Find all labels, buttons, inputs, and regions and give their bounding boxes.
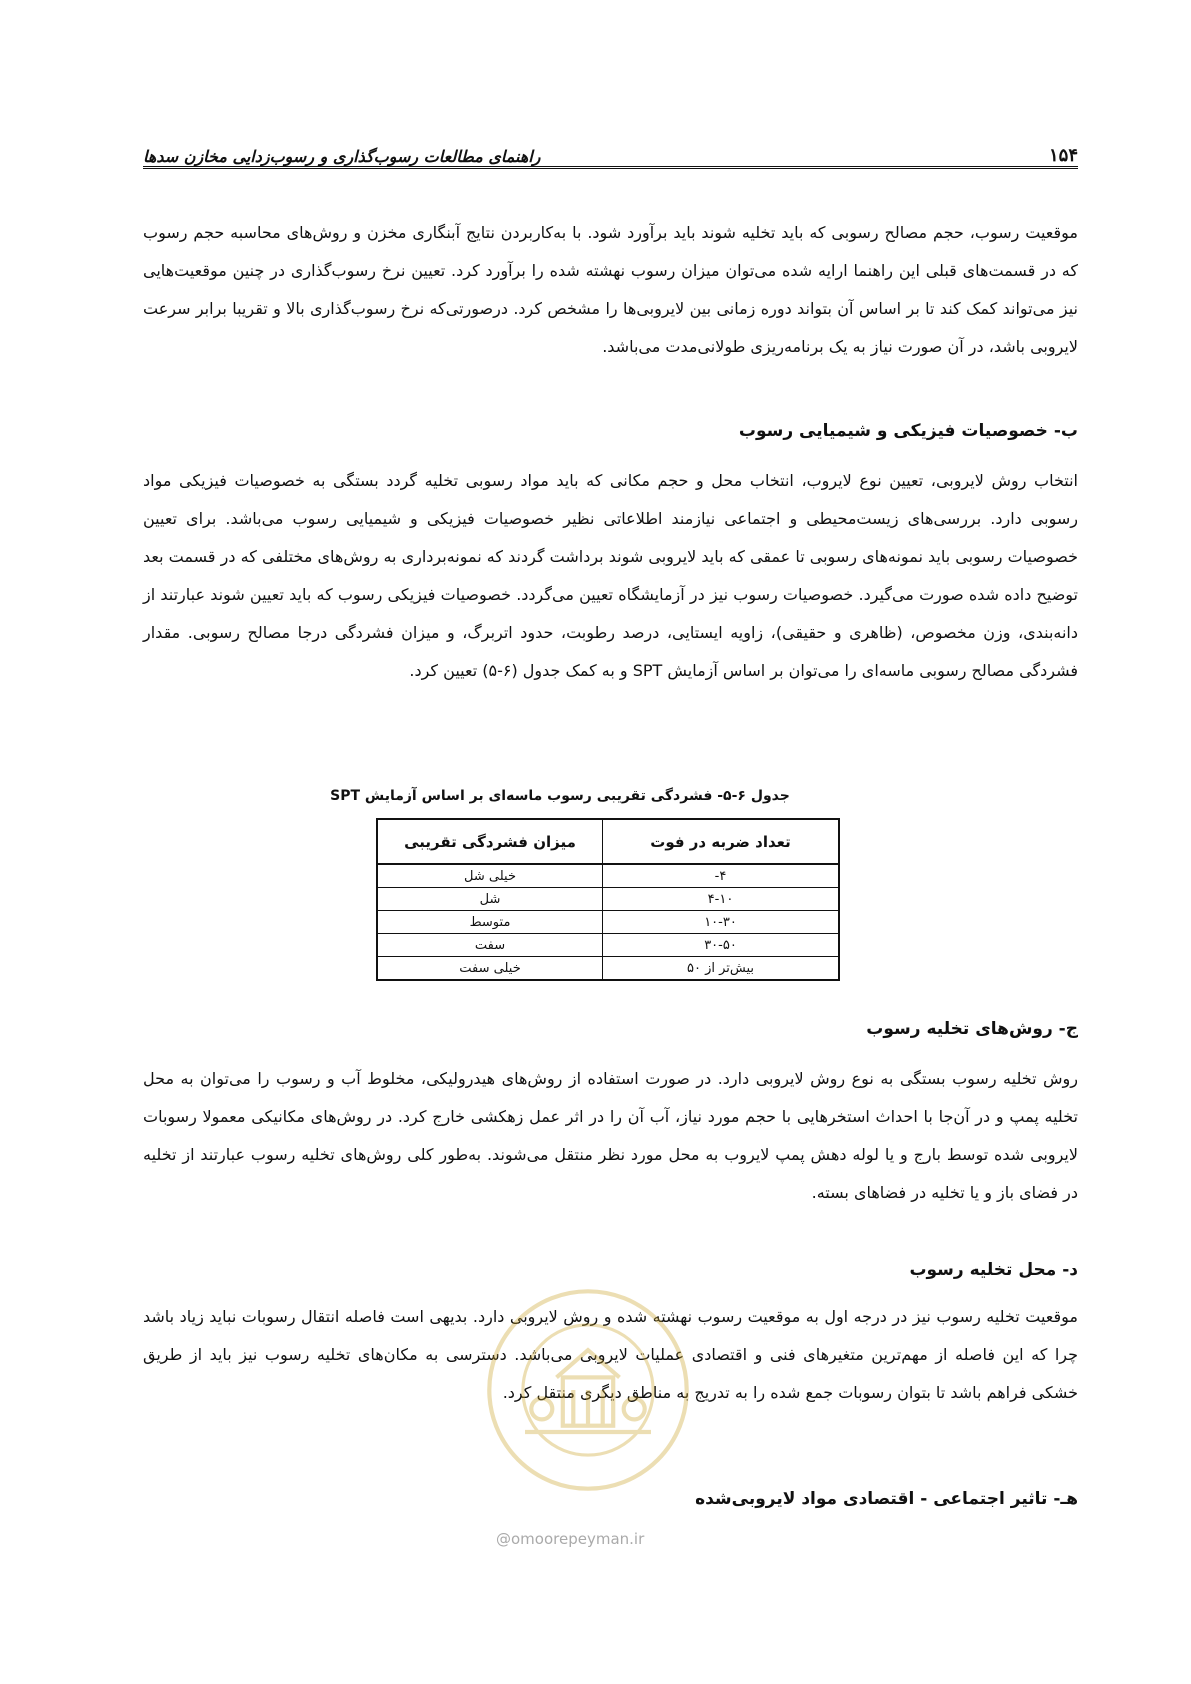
table-cell-compaction: خیلی سفت <box>377 957 603 981</box>
table-cell-blows: ۴- <box>603 864 840 888</box>
running-header <box>143 128 1078 166</box>
table-row <box>377 957 839 981</box>
table-cell-compaction: خیلی شل <box>377 864 603 888</box>
table-caption: جدول ۶-۵- فشردگی تقریبی رسوب ماسه‌ای بر اساس آزمایش SPT <box>330 788 790 804</box>
section-b-paragraph: انتخاب روش لایروبی، تعیین نوع لایروب، انتخاب محل و حجم مکانی که باید مواد رسوبی تخلیه گردد بستگی به خصوصیات فیزیکی مواد رسوبی دارد. بررسی‌های زیست‌محیطی و اجتماعی نیازمند اطلاعاتی نظیر خصوصیات فیزیکی و شیمیایی رسوب می‌باشد. برای تعیین خصوصیات رسوبی باید نمونه‌های رسوبی تا عمقی که باید لایروبی شوند برداشت گردند که نمونه‌برداری به روش‌های مختلفی که در قسمت بعد توضیح داده شده صورت می‌گیرد. خصوصیات رسوب نیز در آزمایشگاه تعیین می‌گردد. خصوصیات فیزیکی رسوب که باید تعیین شوند عبارتند از دانه‌بندی، وزن مخصوص، (ظاهری و حقیقی)، زاویه ایستایی، درصد رطوبت، حدود اتربرگ، و میزان فشردگی درجا مصالح رسوبی. مقدار فشردگی مصالح رسوبی ماسه‌ای را می‌توان بر اساس آزمایش SPT و به کمک جدول (۶-۵) تعیین کرد. <box>143 471 1078 680</box>
page-number: ۱۵۴ <box>1048 145 1078 166</box>
table-cell-blows: ۴-۱۰ <box>603 888 840 911</box>
section-c-heading: ج- روش‌های تخلیه رسوب <box>866 1019 1078 1039</box>
running-header-title: راهنمای مطالعات رسوب‌گذاری و رسوب‌زدایی مخازن سدها <box>143 147 541 166</box>
section-c-paragraph: روش تخلیه رسوب بستگی به نوع روش لایروبی دارد. در صورت استفاده از روش‌های هیدرولیکی، مخلوط آب و رسوب را می‌توان به محل تخلیه پمپ و در آن‌جا با احداث استخرهایی با حجم مورد نیاز، آب آن را در اثر عمل زهکشی خارج کرد. در روش‌های مکانیکی معمولا رسوبات لایروبی شده توسط بارج و یا لوله دهش پمپ لایروب به محل مورد نظر منتقل می‌شوند. به‌طور کلی روش‌های تخلیه رسوب عبارتند از تخلیه در فضای باز و یا تخلیه در فضاهای بسته. <box>143 1069 1078 1202</box>
table-cell-compaction: شل <box>377 888 603 911</box>
table-header-row <box>377 819 839 864</box>
section-d-heading: د- محل تخلیه رسوب <box>909 1260 1078 1280</box>
watermark-seal-icon <box>483 1285 693 1495</box>
table-header-blows: تعداد ضربه در فوت <box>603 819 840 864</box>
table-row <box>377 911 839 934</box>
compaction-table <box>376 818 840 981</box>
section-d-paragraph: موقعیت تخلیه رسوب نیز در درجه اول به موقعیت رسوب نهشته شده و روش لایروبی دارد. بدیهی است فاصله انتقال رسوبات نباید زیاد باشد چرا که این فاصله از مهم‌ترین متغیرهای فنی و اقتصادی عملیات لایروبی می‌باشد. دسترسی به مکان‌های تخلیه رسوب نیز باید از طریق خشکی فراهم باشد تا بتوان رسوبات جمع شده را به تدریج به مناطق دیگری منتقل کرد. <box>143 1307 1078 1402</box>
section-e-heading: هـ- تاثیر اجتماعی - اقتصادی مواد لایروبی‌شده <box>695 1489 1078 1509</box>
table-row <box>377 864 839 888</box>
table-cell-compaction: سفت <box>377 934 603 957</box>
table-cell-blows: ۳۰-۵۰ <box>603 934 840 957</box>
intro-paragraph: موقعیت رسوب، حجم مصالح رسوبی که باید تخلیه شوند باید برآورد شود. با به‌کاربردن نتایج آبنگاری مخزن و روش‌های محاسبه حجم رسوب که در قسمت‌های قبلی این راهنما ارایه شده می‌توان میزان رسوب نهشته شده را برآورد کرد. تعیین نرخ رسوب‌گذاری در چنین موقعیت‌هایی نیز می‌تواند کمک کند تا بر اساس آن بتواند دوره زمانی بین لایروبی‌ها را مشخص کرد. درصورتی‌که نرخ رسوب‌گذاری بالا و تقریبا برابر سرعت لایروبی باشد، در آن صورت نیاز به یک برنامه‌ریزی طولانی‌مدت می‌باشد. <box>143 223 1078 356</box>
header-rule <box>143 166 1078 169</box>
section-b-heading: ب- خصوصیات فیزیکی و شیمیایی رسوب <box>738 421 1078 441</box>
table-cell-compaction: متوسط <box>377 911 603 934</box>
watermark-url: @omoorepeyman.ir <box>496 1530 645 1548</box>
table-cell-blows: ۱۰-۳۰ <box>603 911 840 934</box>
table-row <box>377 934 839 957</box>
table-row <box>377 888 839 911</box>
table-header-compaction: میزان فشردگی تقریبی <box>377 819 603 864</box>
table-cell-blows: بیش‌تر از ۵۰ <box>603 957 840 981</box>
